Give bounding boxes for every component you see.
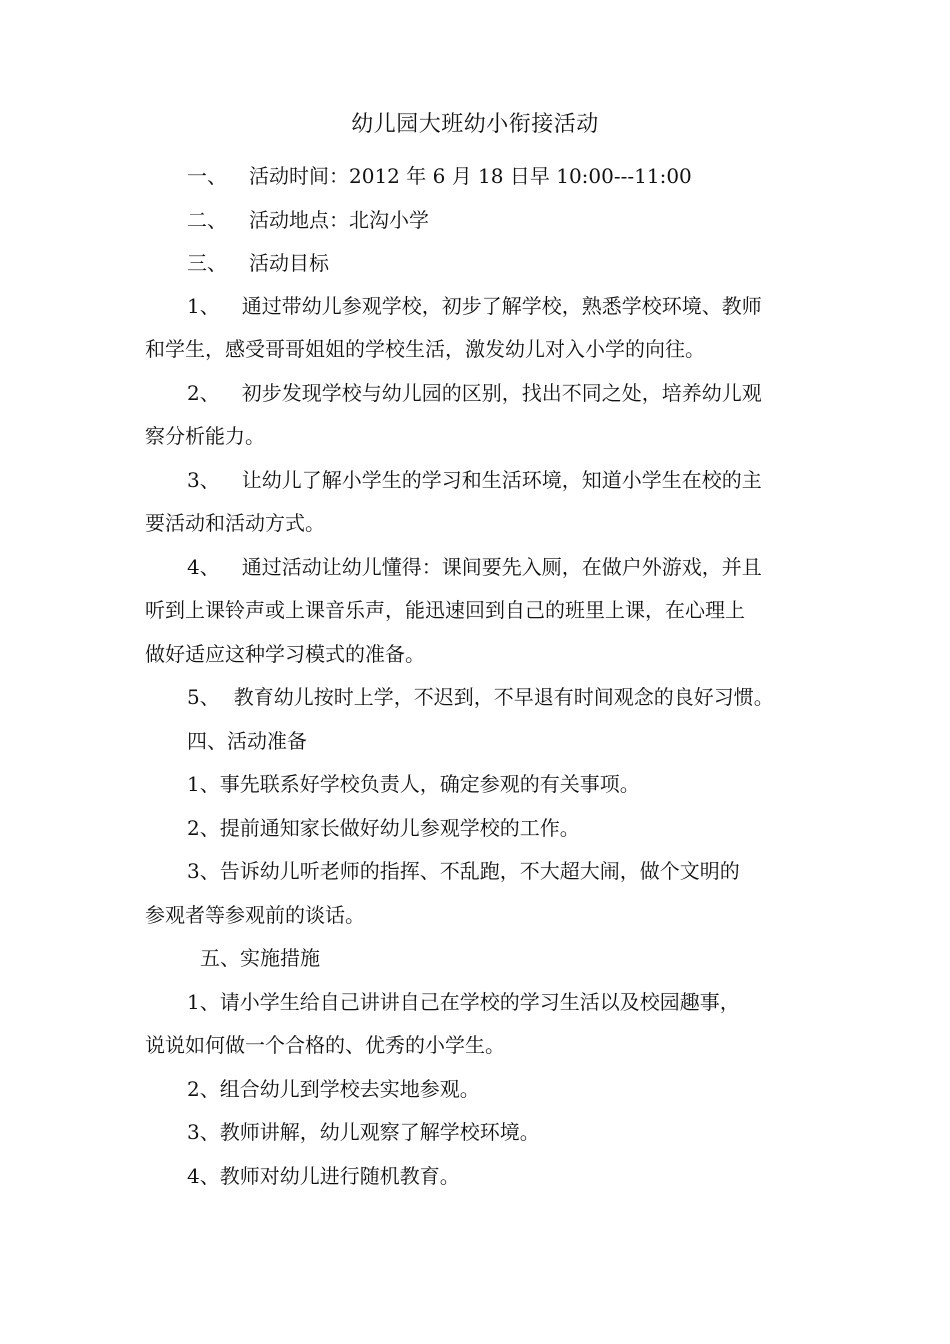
impl-item-1: 1、请小学生给自己讲讲自己在学校的学习生活以及校园趣事， [187, 990, 740, 1014]
goal-item-1 [187, 290, 857, 322]
impl-item-3: 3、教师讲解，幼儿观察了解学校环境。 [187, 1120, 540, 1144]
goal-item-5 [187, 681, 857, 713]
section-text: 活动时间：2012 年 6 月 18 日早 10:00---11:00 [249, 164, 692, 188]
item-number: 1、 [187, 294, 220, 318]
prep-item-1: 1、事先联系好学校负责人，确定参观的有关事项。 [187, 772, 640, 796]
section-time [187, 160, 857, 192]
prep-item-2: 2、提前通知家长做好幼儿参观学校的工作。 [187, 816, 580, 840]
paragraph-line: 察分析能力。 [145, 424, 265, 448]
item-text: 通过带幼儿参观学校，初步了解学校，熟悉学校环境、教师 [241, 294, 762, 318]
item-number: 3、 [187, 468, 220, 492]
goal-item-4 [187, 551, 857, 583]
goal-item-2 [187, 377, 857, 409]
section-text: 活动地点：北沟小学 [249, 208, 429, 232]
item-text: 通过活动让幼儿懂得：课间要先入厕，在做户外游戏，并且 [241, 555, 762, 579]
section-location [187, 204, 857, 236]
paragraph-line: 和学生，感受哥哥姐姐的学校生活，激发幼儿对入小学的向往。 [145, 337, 705, 361]
item-text: 教育幼儿按时上学，不迟到，不早退有时间观念的良好习惯。 [233, 685, 774, 709]
item-number: 4、 [187, 555, 220, 579]
section-implementation-heading: 五、实施措施 [200, 946, 320, 970]
impl-item-2: 2、组合幼儿到学校去实地参观。 [187, 1077, 480, 1101]
item-number: 5、 [187, 685, 220, 709]
item-text: 让幼儿了解小学生的学习和生活环境，知道小学生在校的主 [241, 468, 762, 492]
item-text: 初步发现学校与幼儿园的区别，找出不同之处，培养幼儿观 [241, 381, 762, 405]
prep-item-3: 3、告诉幼儿听老师的指挥、不乱跑，不大超大闹，做个文明的 [187, 859, 740, 883]
paragraph-line: 参观者等参观前的谈话。 [145, 903, 365, 927]
goal-item-3 [187, 464, 857, 496]
paragraph-line: 要活动和活动方式。 [145, 511, 325, 535]
section-number: 三、 [187, 251, 227, 275]
section-text: 活动目标 [249, 251, 329, 275]
section-goals-heading [187, 247, 857, 279]
section-preparation-heading: 四、活动准备 [187, 729, 307, 753]
section-number: 一、 [187, 164, 227, 188]
section-number: 二、 [187, 208, 227, 232]
paragraph-line: 说说如何做一个合格的、优秀的小学生。 [145, 1033, 505, 1057]
impl-item-4: 4、教师对幼儿进行随机教育。 [187, 1164, 460, 1188]
paragraph-line: 做好适应这种学习模式的准备。 [145, 642, 425, 666]
paragraph-line: 听到上课铃声或上课音乐声，能迅速回到自己的班里上课，在心理上 [145, 598, 745, 622]
item-number: 2、 [187, 381, 220, 405]
document-title: 幼儿园大班幼小衔接活动 [351, 112, 599, 137]
